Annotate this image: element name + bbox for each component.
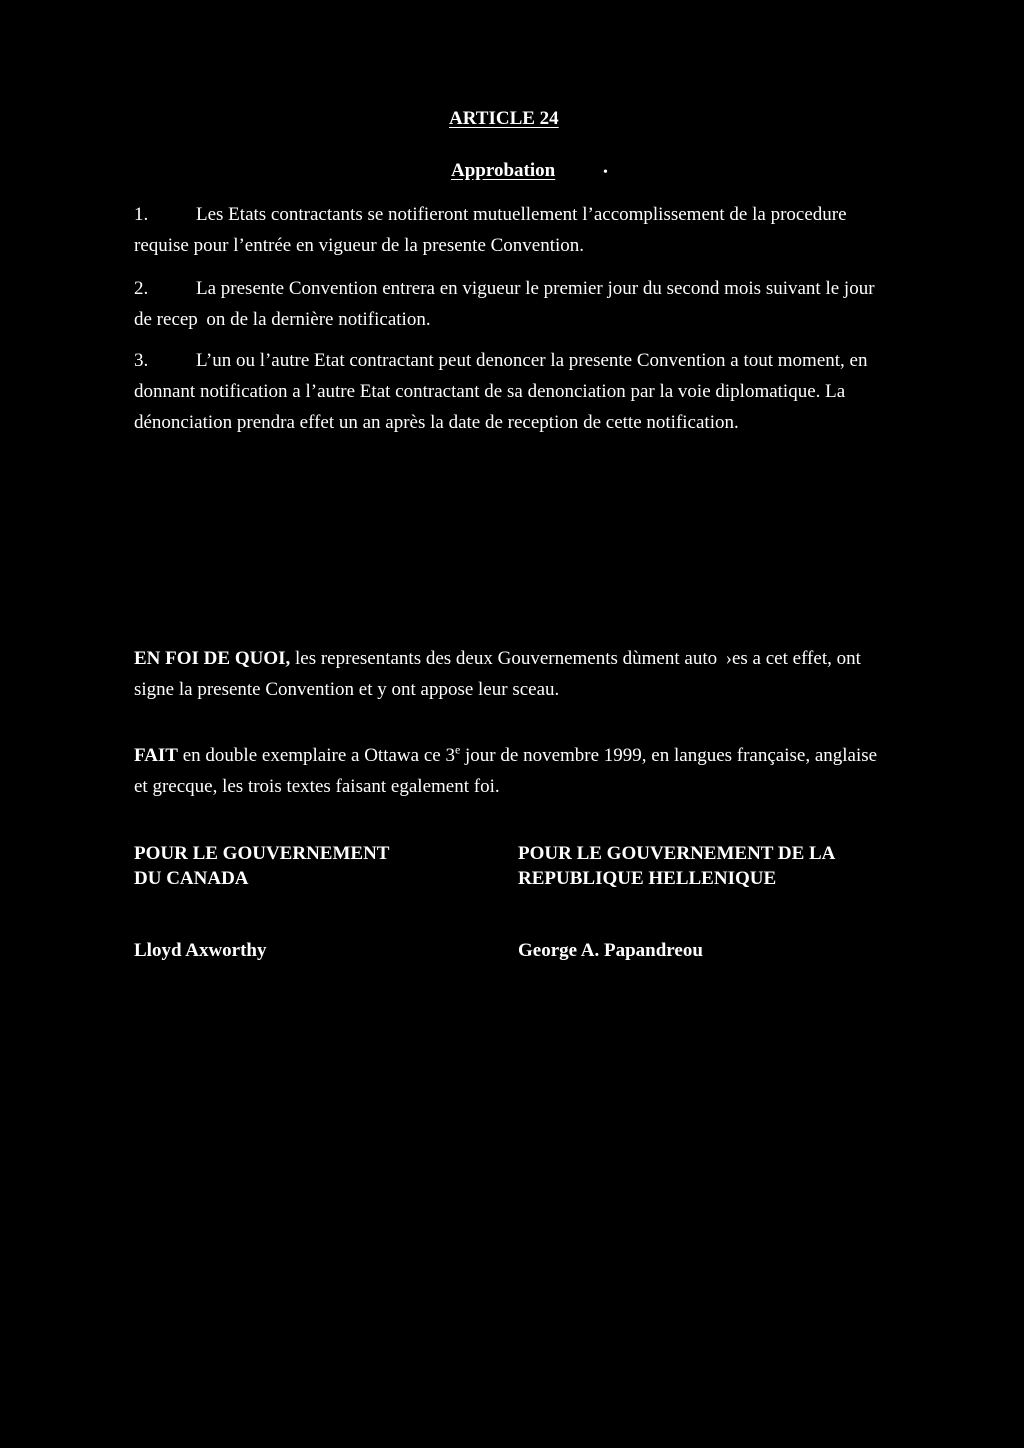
paragraph-text: L’un ou l’autre Etat contractant peut denoncer la presente Convention a tout moment, en donnant notification a l’autre Etat contractant de sa denonciation par la voie diplomatique. La dénonciation prendra effet un an après la date de reception de cette notification. [134, 350, 868, 433]
article-subtitle: Approbation [451, 160, 556, 181]
done-at-text: en double exemplaire a Ottawa ce 3 [177, 745, 455, 766]
witness-lead: EN FOI DE QUOI, [134, 648, 291, 669]
done-at-lead: FAIT [134, 745, 178, 766]
done-at-text-cont: jour de novembre 1999, en langues française, anglaise et grecque, les trois textes faisant egalement foi. [134, 745, 878, 797]
paragraph-2 [134, 273, 894, 335]
government-heading-line2: DU CANADA [134, 868, 249, 889]
paragraph-number: 1. [134, 204, 149, 225]
witness-clause [134, 643, 874, 705]
government-heading: POUR LE GOUVERNEMENT [134, 843, 390, 864]
done-at-clause [134, 740, 894, 802]
stray-mark: • [603, 165, 608, 180]
signatory-name: George A. Papandreou [518, 940, 703, 961]
paragraph-3 [134, 345, 894, 438]
signatory-name: Lloyd Axworthy [134, 940, 267, 961]
date-superscript: e [454, 742, 461, 757]
article-title: ARTICLE 24 [449, 108, 559, 129]
paragraph-text: Les Etats contractants se notifieront mutuellement l’accomplissement de la procedure requise pour l’entrée en vigueur de la presente Convention. [134, 204, 847, 256]
paragraph-number: 3. [134, 350, 149, 371]
paragraph-number: 2. [134, 278, 149, 299]
government-heading-line2: REPUBLIQUE HELLENIQUE [518, 868, 777, 889]
witness-text: les representants des deux Gouvernements dùment auto ›es a cet effet, ont signe la presente Convention et y ont appose leur sceau. [134, 648, 861, 700]
government-heading: POUR LE GOUVERNEMENT DE LA [518, 843, 836, 864]
paragraph-1 [134, 199, 894, 261]
paragraph-text: La presente Convention entrera en vigueur le premier jour du second mois suivant le jour de recep on de la dernière notification. [134, 278, 875, 330]
